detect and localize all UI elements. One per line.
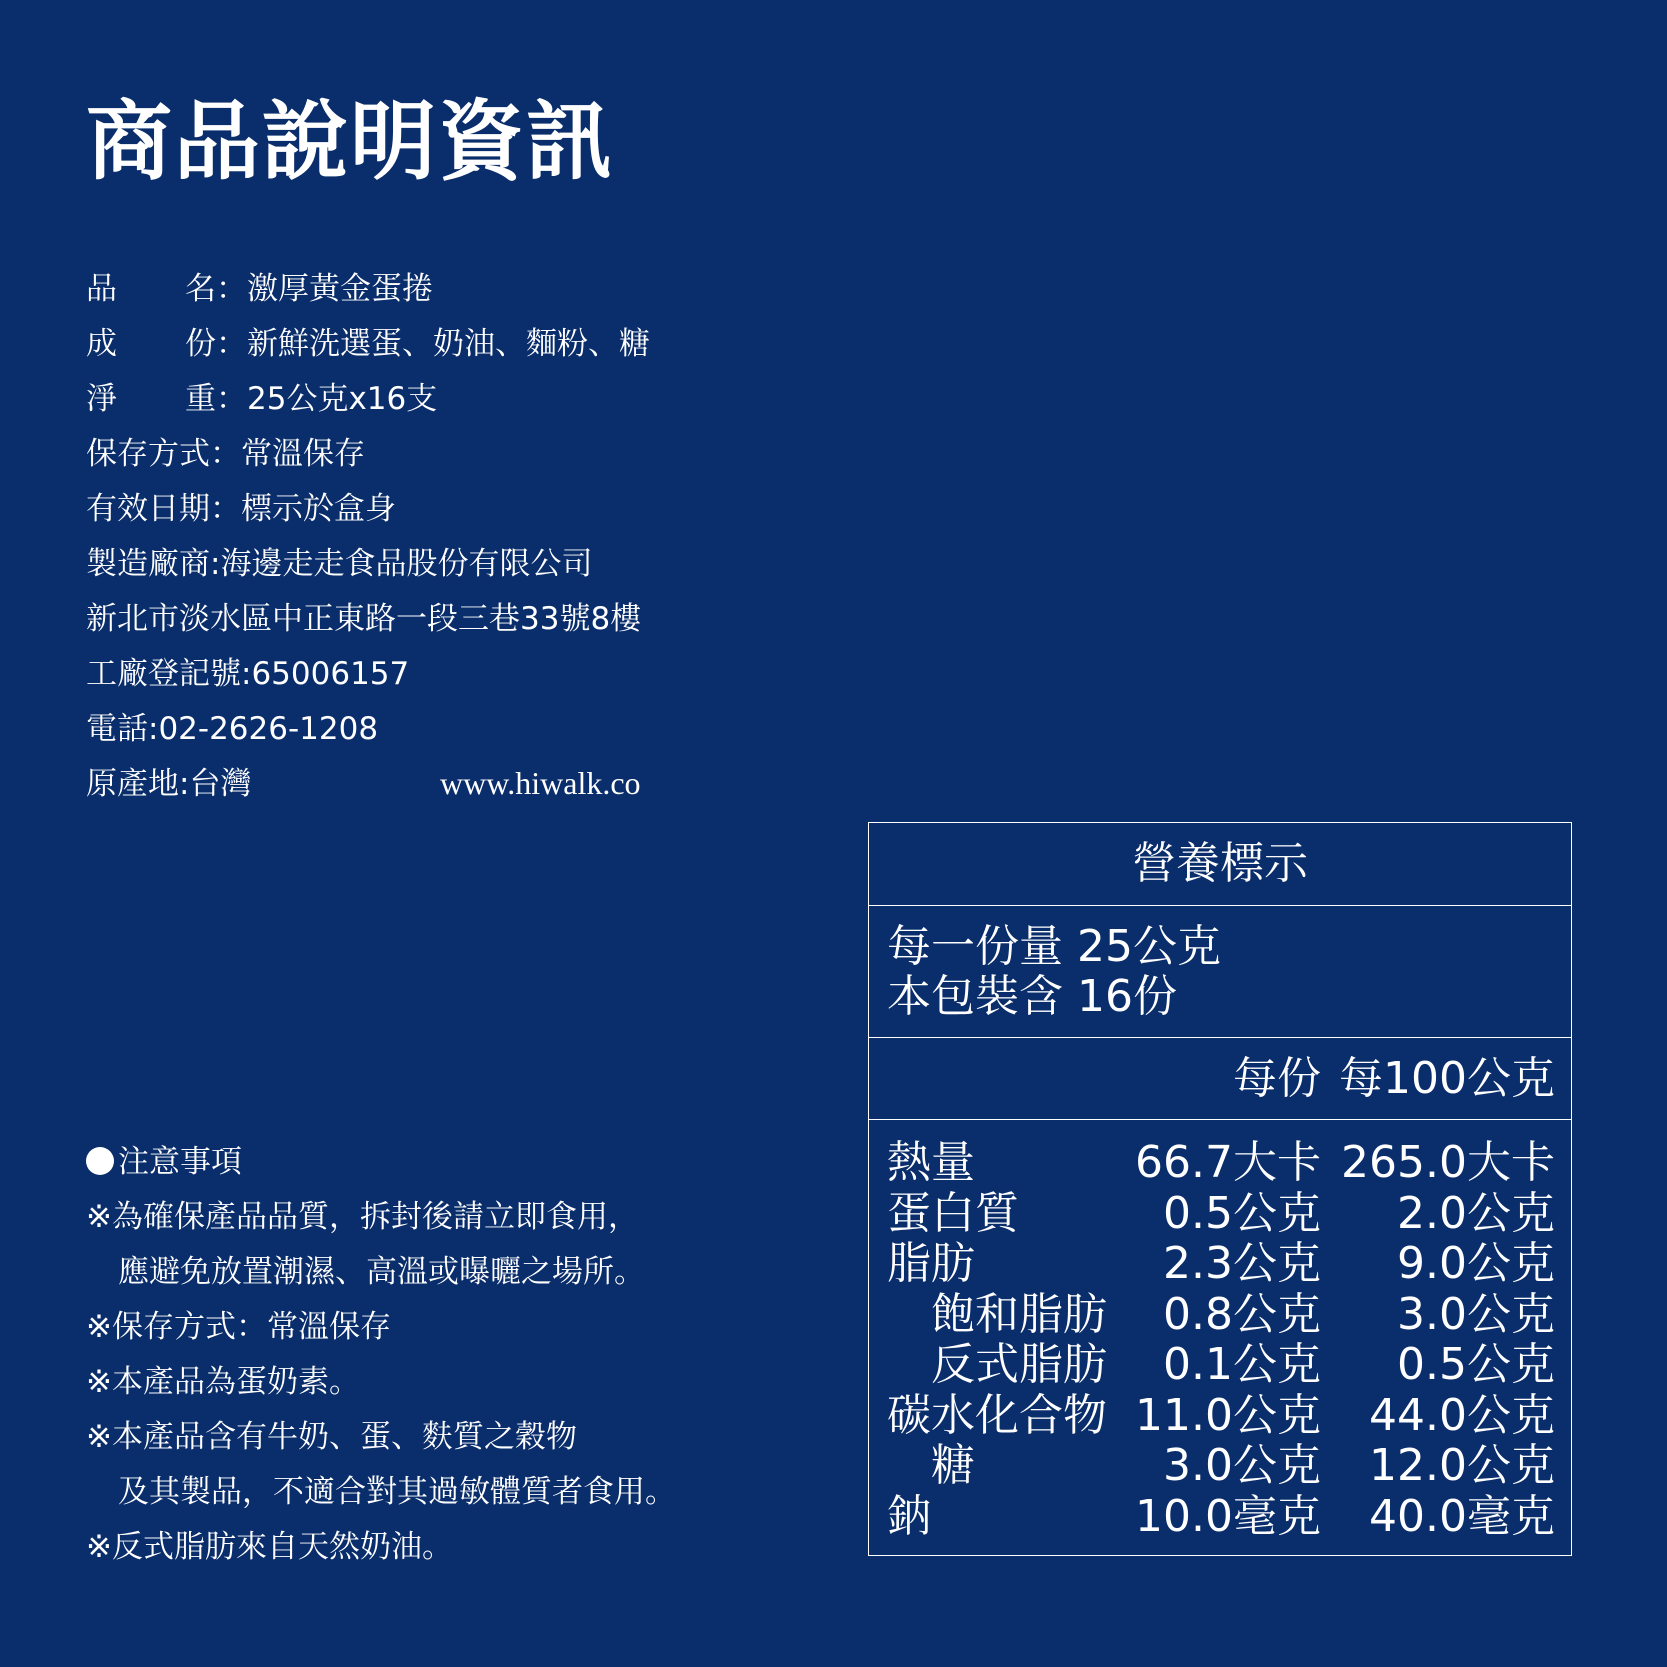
per-serving-value: 0.1公克 [1163, 1339, 1321, 1390]
nutrient-name: 糖 [931, 1440, 975, 1491]
label-char: 重 [185, 381, 216, 417]
per-serving-value: 2.3公克 [1163, 1238, 1321, 1289]
nutrient-name: 鈉 [887, 1490, 931, 1542]
nutrition-row-saturated-fat [869, 1290, 1571, 1341]
col-header-per-serving: 每份 [1233, 1053, 1321, 1104]
info-label: 工廠登記號 [86, 656, 241, 692]
per-100g-value: 40.0毫克 [1369, 1490, 1555, 1542]
nutrition-facts-table [868, 822, 1572, 1556]
label-char: 成 [86, 326, 117, 362]
serving-info [869, 906, 1571, 1038]
info-label: 保存方式 [86, 436, 210, 472]
nutrition-row-sugar [869, 1441, 1571, 1492]
nutrient-name: 反式脂肪 [931, 1339, 1107, 1390]
info-row-manufacturer [86, 537, 650, 592]
label-char: 名 [185, 271, 216, 307]
per-serving-value: 10.0毫克 [1135, 1490, 1321, 1542]
note-line: ※為確保產品品質，拆封後請立即食用， [86, 1199, 639, 1235]
per-100g-value: 3.0公克 [1397, 1288, 1555, 1340]
info-value: 標示於盒身 [241, 491, 396, 527]
nutrition-row-protein [869, 1189, 1571, 1240]
info-value: 新鮮洗選蛋、奶油、麵粉、糖 [247, 326, 650, 362]
info-label [86, 372, 216, 427]
notes-section [86, 1135, 676, 1575]
info-label [86, 262, 216, 317]
per-serving-value: 11.0公克 [1135, 1389, 1321, 1441]
nutrition-column-headers [869, 1038, 1571, 1120]
info-row-phone [86, 702, 650, 757]
per-100g-value: 12.0公克 [1369, 1440, 1555, 1491]
serving-size: 每一份量 25公克 [887, 921, 1221, 972]
bullet-icon [86, 1147, 114, 1175]
nutrient-name: 熱量 [887, 1137, 975, 1188]
nutrient-name: 碳水化合物 [887, 1389, 1107, 1441]
per-100g-value: 265.0大卡 [1341, 1137, 1555, 1188]
info-value: 台灣 [189, 766, 252, 802]
note-line: 應避免放置潮濕、高溫或曝曬之場所。 [118, 1254, 645, 1290]
info-row-address [86, 592, 650, 647]
label-char: 份 [185, 326, 216, 362]
servings-per-pack: 本包裝含 16份 [887, 971, 1177, 1022]
nutrition-row-trans-fat [869, 1340, 1571, 1391]
note-line: ※反式脂肪來自天然奶油。 [86, 1529, 453, 1565]
note-line: ※保存方式：常溫保存 [86, 1309, 391, 1345]
nutrition-row-sodium [869, 1492, 1571, 1543]
note-line: ※本產品為蛋奶素。 [86, 1364, 360, 1400]
per-serving-value: 3.0公克 [1163, 1440, 1321, 1491]
per-serving-value: 0.8公克 [1163, 1288, 1321, 1340]
website-link[interactable]: www.hiwalk.co [440, 765, 641, 801]
per-100g-value: 9.0公克 [1397, 1238, 1555, 1289]
info-label: 原產地 [86, 766, 179, 802]
info-row-expiry [86, 482, 650, 537]
nutrition-row-calories [869, 1138, 1571, 1189]
info-row-ingredients [86, 317, 650, 372]
label-char: 品 [86, 271, 117, 307]
notes-heading [86, 1135, 676, 1190]
per-100g-value: 44.0公克 [1369, 1389, 1555, 1441]
colon: ： [210, 491, 241, 527]
per-serving-value: 66.7大卡 [1135, 1137, 1321, 1188]
colon: ： [210, 436, 241, 472]
note-line: ※本產品含有牛奶、蛋、麩質之穀物 [86, 1419, 577, 1455]
info-row-net-weight [86, 372, 650, 427]
nutrient-name: 蛋白質 [887, 1187, 1019, 1239]
info-value: 02-2626-1208 [158, 711, 379, 747]
info-label: 有效日期 [86, 491, 210, 527]
info-row-factory-reg [86, 647, 650, 702]
nutrition-title: 營養標示 [869, 823, 1571, 906]
colon: : [241, 656, 252, 692]
colon: ： [216, 271, 247, 307]
info-label [86, 317, 216, 372]
label-char: 淨 [86, 381, 117, 417]
nutrition-row-carbohydrate [869, 1391, 1571, 1442]
info-label: 電話 [86, 711, 148, 747]
info-value: 65006157 [251, 656, 410, 692]
notes-heading-text: 注意事項 [118, 1144, 242, 1180]
info-label: 製造廠商 [86, 546, 210, 582]
info-value: 常溫保存 [241, 436, 365, 472]
note-line: 及其製品，不適合對其過敏體質者食用。 [118, 1474, 676, 1510]
info-value: 激厚黃金蛋捲 [247, 271, 433, 307]
nutrient-name: 脂肪 [887, 1238, 975, 1289]
colon: ： [216, 326, 247, 362]
colon: : [179, 766, 190, 802]
colon: ： [216, 381, 247, 417]
colon: : [210, 546, 221, 582]
per-100g-value: 2.0公克 [1397, 1187, 1555, 1239]
colon: : [148, 711, 159, 747]
product-info [86, 262, 650, 812]
per-serving-value: 0.5公克 [1163, 1187, 1321, 1239]
nutrition-row-fat [869, 1239, 1571, 1290]
info-value: 25公克x16支 [247, 381, 438, 417]
info-row-storage [86, 427, 650, 482]
info-row-name [86, 262, 650, 317]
col-header-per-100g: 每100公克 [1339, 1053, 1555, 1104]
nutrient-name: 飽和脂肪 [931, 1288, 1107, 1340]
address-text: 新北市淡水區中正東路一段三巷33號8樓 [86, 601, 642, 637]
per-100g-value: 0.5公克 [1397, 1339, 1555, 1390]
nutrition-rows [869, 1120, 1571, 1542]
page-title: 商品說明資訊 [86, 92, 614, 192]
info-value: 海邊走走食品股份有限公司 [220, 546, 593, 582]
